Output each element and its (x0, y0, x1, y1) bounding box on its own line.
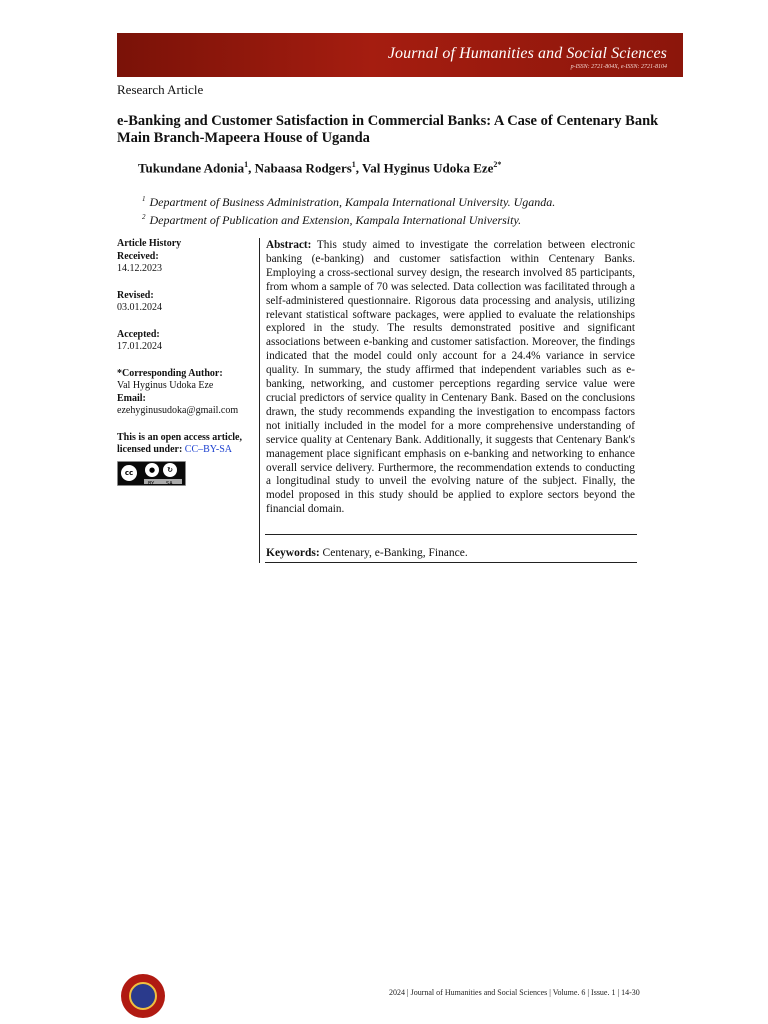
open-access-note: This is an open access article, (117, 431, 242, 443)
accepted-label: Accepted: (117, 328, 160, 340)
abstract-divider (265, 534, 637, 535)
sa-icon: ↻ (163, 463, 177, 477)
sa-label: SA (166, 480, 173, 487)
affiliation-sup: 1 (142, 195, 146, 203)
revised-date: 03.01.2024 (117, 302, 162, 313)
author-affil-sup: 1 (351, 160, 356, 169)
received-date: 14.12.2023 (117, 263, 162, 274)
affiliations (142, 192, 555, 228)
university-logo (121, 974, 165, 1018)
corresponding-label: *Corresponding Author: (117, 367, 223, 379)
affiliation-item (142, 210, 555, 228)
cc-icon: cc (121, 465, 137, 481)
email-label: Email: (117, 392, 146, 404)
journal-banner (117, 33, 683, 77)
abstract-label: Abstract: (266, 239, 312, 251)
revised-label: Revised: (117, 289, 154, 301)
license-link[interactable]: CC–BY-SA (184, 444, 233, 455)
accepted-date: 17.01.2024 (117, 341, 162, 352)
received-label: Received: (117, 250, 159, 262)
history-label: Article History (117, 238, 182, 249)
journal-issn: p-ISSN: 2721-804X, e-ISSN: 2721-8104 (570, 64, 667, 70)
affiliation-text: Department of Publication and Extension, Kampala International University. (149, 213, 522, 227)
by-label: BY (148, 480, 155, 487)
journal-title: Journal of Humanities and Social Sciences (387, 45, 667, 62)
page-footer: 2024 | Journal of Humanities and Social Sciences | Volume. 6 | Issue. 1 | 14-30 (389, 988, 640, 997)
keywords (266, 547, 468, 559)
author-name: Val Hyginus Udoka Eze (362, 160, 494, 176)
abstract-text: This study aimed to investigate the correlation between electronic banking (e-banking) and customer satisfaction within Centenary Banks. Employing a cross-sectional survey design, the research involved 85 participants, from whom a sample of 70 was selected. Data collection was facilitated through a self-administered questionnaire. Rigorous data processing and analysis, utilizing relevant statistical software packages, were applied to evaluate the relationships explored in the study. The results demonstrated positive and significant associations between e-banking and customer satisfaction. Moreover, the findings indicated that the model could only account for a 24.4% variance in service quality. In summary, the study affirmed that independent variables such as e-banking, networking, and customer perceptions regarding service value were crucial predictors of service quality in Centenary Bank. Based on the conclusions drawn, the study recommends expanding the investigation to encompass factors not initially included in the model for a more comprehensive understanding of service quality at Centenary Bank. Additionally, it suggests that Centenary Bank's management place significant emphasis on e-banking and networking to enhance overall service delivery. Furthermore, the recommendation extends to conducting a longitudinal study to unveil the evolving nature of the subject. Finally, the model proposed in this study should be applied to explore sectors beyond the financial domain. (266, 239, 635, 516)
affiliation-sup: 2 (142, 213, 146, 221)
affiliation-item (142, 192, 555, 210)
author-name: Tukundane Adonia (138, 160, 245, 176)
affiliation-text: Department of Business Administration, Kampala International University. Uganda. (149, 195, 556, 209)
by-icon: ● (145, 463, 159, 477)
author-affil-sup: 2* (493, 160, 502, 169)
keywords-divider (265, 562, 637, 563)
keywords-label: Keywords: (266, 547, 320, 559)
author-name: Nabaasa Rodgers (254, 160, 352, 176)
badge-strip (144, 479, 182, 487)
abstract (266, 239, 635, 517)
license-label: licensed under: (117, 444, 183, 455)
article-title: e-Banking and Customer Satisfaction in Commercial Banks: A Case of Centenary Bank Main Branch-Mapeera House of Uganda (117, 113, 659, 146)
logo-emblem-icon (129, 982, 157, 1010)
corresponding-author: Val Hyginus Udoka Eze (117, 380, 214, 391)
email-address[interactable]: ezehyginusudoka@gmail.com (117, 405, 239, 416)
cc-by-sa-badge[interactable] (117, 461, 186, 486)
article-type: Research Article (117, 82, 204, 97)
author-affil-sup: 1 (244, 160, 249, 169)
author-list: Tukundane Adonia$^1$, Nabaasa Rodgers$^1$, Val Hyginus Udoka Eze$^{2*}$ (138, 160, 502, 176)
keywords-text: Centenary, e-Banking, Finance. (322, 547, 468, 559)
column-divider (259, 238, 260, 563)
article-info-sidebar (117, 238, 257, 486)
